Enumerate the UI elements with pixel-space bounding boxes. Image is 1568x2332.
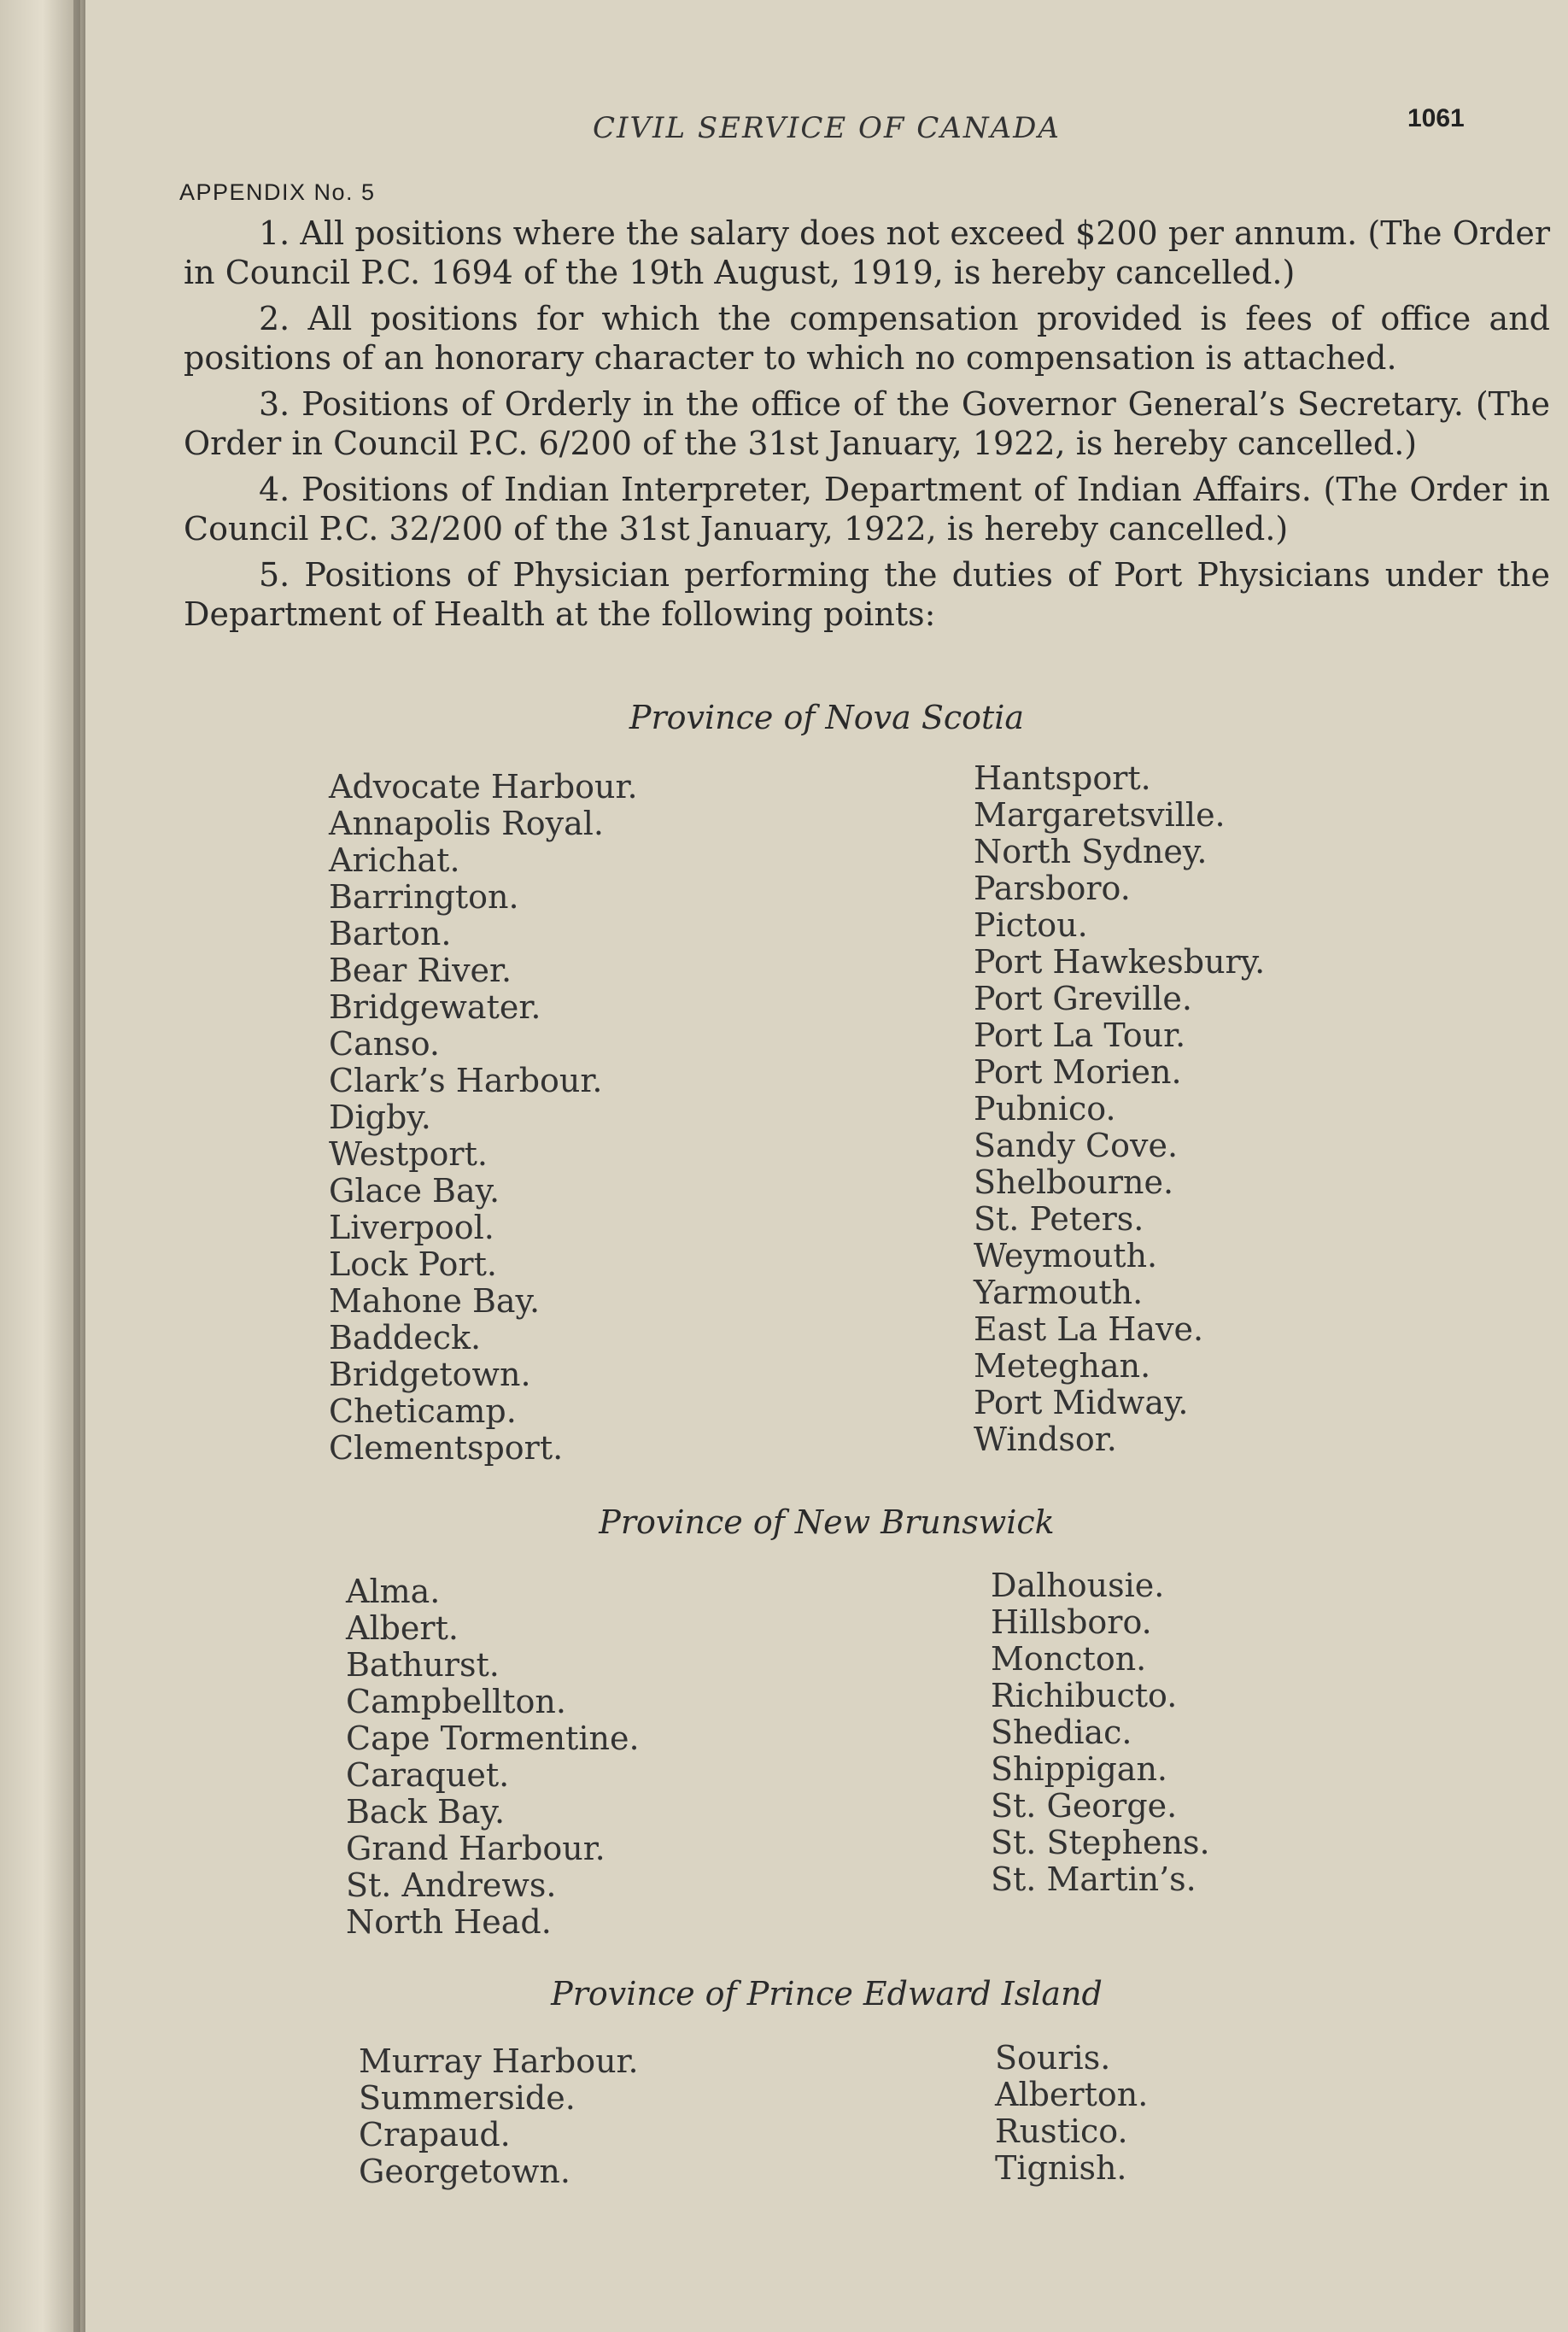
place-name: Moncton. bbox=[991, 1640, 1147, 1678]
place-name: Grand Harbour. bbox=[346, 1830, 606, 1867]
province-heading-prince-edward-island: Province of Prince Edward Island bbox=[551, 1975, 1103, 2013]
place-name: Arichat. bbox=[329, 841, 460, 879]
nova-scotia-left-column bbox=[329, 769, 638, 1467]
place-name: Dalhousie. bbox=[991, 1567, 1165, 1604]
place-name: St. Stephens. bbox=[991, 1824, 1210, 1861]
place-name: Port La Tour. bbox=[974, 1017, 1186, 1054]
place-name: Port Greville. bbox=[974, 980, 1192, 1017]
place-name: Sandy Cove. bbox=[974, 1127, 1179, 1164]
place-name: Hillsboro. bbox=[991, 1603, 1152, 1641]
place-name: Port Hawkesbury. bbox=[974, 943, 1266, 981]
province-heading-nova-scotia: Province of Nova Scotia bbox=[629, 699, 1025, 736]
place-name: Back Bay. bbox=[346, 1793, 506, 1831]
place-name: Caraquet. bbox=[346, 1756, 510, 1794]
book-page bbox=[85, 0, 1568, 2332]
place-name: Summerside. bbox=[359, 2079, 576, 2117]
paragraph-3: 3. Positions of Orderly in the office of the Governor General’s Secretary. (The Order in Council P.C. 6/200 of the 31st January, 1922, is hereby cancelled.) bbox=[184, 385, 1550, 462]
place-name: Weymouth. bbox=[974, 1237, 1158, 1274]
place-name: St. Andrews. bbox=[346, 1866, 557, 1904]
place-name: Margaretsville. bbox=[974, 796, 1226, 834]
place-name: Yarmouth. bbox=[974, 1274, 1144, 1311]
place-name: Mahone Bay. bbox=[329, 1282, 541, 1320]
paragraph-4: 4. Positions of Indian Interpreter, Department of Indian Affairs. (The Order in Council P.C. 32/200 of the 31st January, 1922, is hereby cancelled.) bbox=[184, 471, 1550, 548]
running-title: CIVIL SERVICE OF CANADA bbox=[593, 111, 1061, 145]
nova-scotia-right-column bbox=[974, 760, 1265, 1458]
place-name: St. George. bbox=[991, 1787, 1178, 1825]
place-name: Baddeck. bbox=[329, 1319, 482, 1356]
place-name: North Sydney. bbox=[974, 833, 1208, 870]
place-name: St. Martin’s. bbox=[991, 1860, 1196, 1898]
prince-edward-island-right-column bbox=[995, 2040, 1148, 2187]
place-name: Lock Port. bbox=[329, 1245, 497, 1283]
place-name: Shediac. bbox=[991, 1714, 1132, 1751]
place-name: Tignish. bbox=[995, 2149, 1127, 2187]
place-name: Cape Tormentine. bbox=[346, 1720, 640, 1757]
place-name: Hantsport. bbox=[974, 759, 1151, 797]
prince-edward-island-left-column bbox=[359, 2043, 639, 2190]
place-name: Rustico. bbox=[995, 2112, 1128, 2150]
place-name: Pubnico. bbox=[974, 1090, 1116, 1128]
place-name: Georgetown. bbox=[359, 2153, 570, 2190]
place-name: Bear River. bbox=[329, 952, 512, 989]
place-name: Alberton. bbox=[995, 2076, 1149, 2113]
place-name: Murray Harbour. bbox=[359, 2042, 639, 2080]
place-name: Barton. bbox=[329, 915, 452, 952]
place-name: Alma. bbox=[346, 1573, 441, 1610]
place-name: Liverpool. bbox=[329, 1209, 494, 1246]
place-name: Westport. bbox=[329, 1135, 488, 1173]
body-paragraphs bbox=[184, 214, 1550, 641]
paragraph-1: 1. All positions where the salary does not exceed $200 per annum. (The Order in Council P.C. 1694 of the 19th August, 1919, is hereby cancelled.) bbox=[184, 214, 1550, 291]
place-name: Barrington. bbox=[329, 878, 519, 916]
page-gutter-shadow bbox=[73, 0, 80, 2332]
place-name: Meteghan. bbox=[974, 1347, 1151, 1385]
book-binding bbox=[0, 0, 85, 2332]
place-name: Digby. bbox=[329, 1099, 431, 1136]
place-name: Shippigan. bbox=[991, 1750, 1167, 1788]
appendix-label: APPENDIX No. 5 bbox=[179, 179, 376, 205]
place-name: Pictou. bbox=[974, 906, 1088, 944]
paragraph-2: 2. All positions for which the compensation provided is fees of office and positions of an honorary character to which no compensation is attached. bbox=[184, 300, 1550, 377]
place-name: Glace Bay. bbox=[329, 1172, 500, 1210]
place-name: East La Have. bbox=[974, 1310, 1204, 1348]
place-name: Clark’s Harbour. bbox=[329, 1062, 603, 1099]
place-name: Annapolis Royal. bbox=[329, 805, 604, 842]
place-name: Crapaud. bbox=[359, 2116, 511, 2153]
place-name: Souris. bbox=[995, 2039, 1111, 2077]
place-name: Cheticamp. bbox=[329, 1392, 517, 1430]
place-name: Canso. bbox=[329, 1025, 440, 1063]
place-name: Windsor. bbox=[974, 1421, 1117, 1458]
province-heading-new-brunswick: Province of New Brunswick bbox=[599, 1503, 1055, 1541]
place-name: Port Midway. bbox=[974, 1384, 1189, 1421]
new-brunswick-right-column bbox=[991, 1567, 1210, 1898]
place-name: Shelbourne. bbox=[974, 1163, 1174, 1201]
place-name: Advocate Harbour. bbox=[329, 768, 638, 806]
place-name: Port Morien. bbox=[974, 1053, 1182, 1091]
place-name: Campbellton. bbox=[346, 1683, 566, 1720]
page-number: 1061 bbox=[1407, 104, 1465, 132]
place-name: St. Peters. bbox=[974, 1200, 1144, 1238]
place-name: Clementsport. bbox=[329, 1429, 564, 1467]
place-name: North Head. bbox=[346, 1903, 552, 1941]
place-name: Parsboro. bbox=[974, 870, 1131, 907]
paragraph-5: 5. Positions of Physician performing the duties of Port Physicians under the Department of Health at the following points: bbox=[184, 556, 1550, 633]
place-name: Bridgewater. bbox=[329, 988, 541, 1026]
place-name: Richibucto. bbox=[991, 1677, 1178, 1714]
place-name: Albert. bbox=[346, 1609, 459, 1647]
place-name: Bridgetown. bbox=[329, 1356, 531, 1393]
new-brunswick-left-column bbox=[346, 1573, 640, 1941]
place-name: Bathurst. bbox=[346, 1646, 500, 1684]
